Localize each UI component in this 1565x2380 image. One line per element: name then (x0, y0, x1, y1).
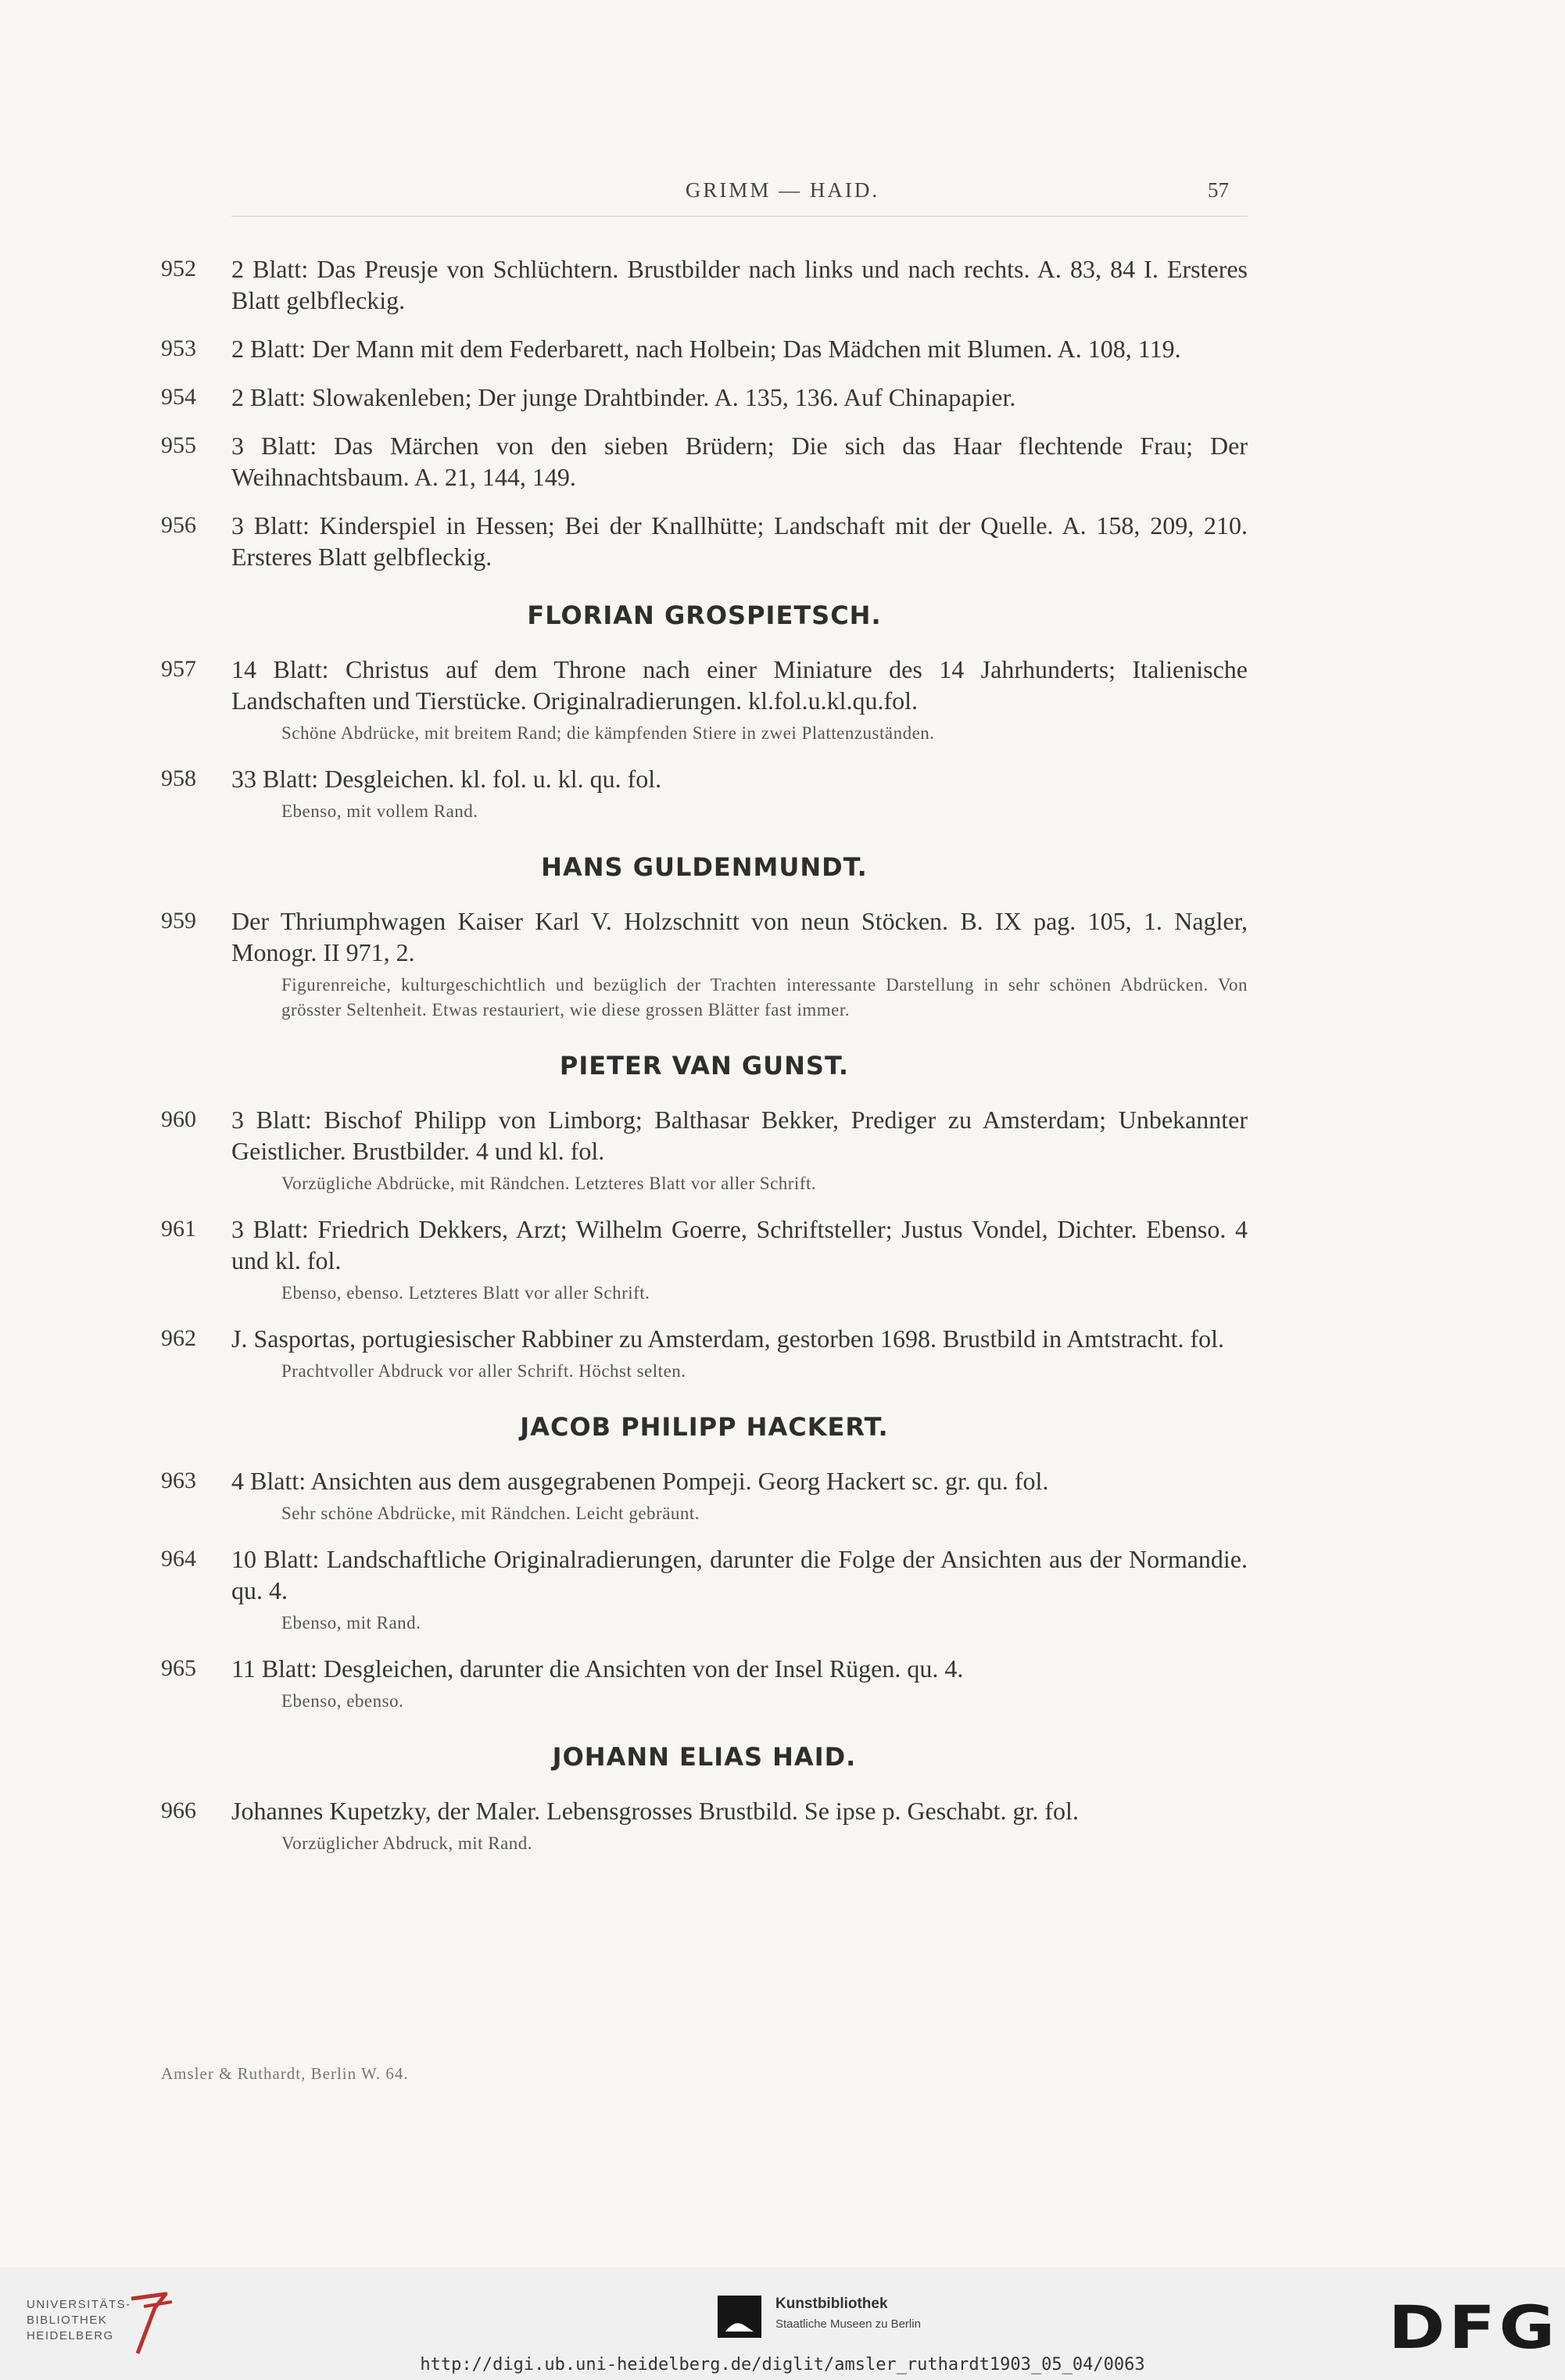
catalogue-entry-955 (161, 430, 1248, 493)
entry-condition-note: Ebenso, ebenso. (281, 1691, 404, 1711)
entry-condition-note: Ebenso, mit Rand. (281, 1613, 421, 1633)
entry-condition-note: Schöne Abdrücke, mit breitem Rand; die kämpfenden Stiere in zwei Plattenzuständen. (281, 723, 935, 743)
entry-condition-note: Vorzügliche Abdrücke, mit Rändchen. Letzteres Blatt vor aller Schrift. (281, 1174, 817, 1193)
entry-description: J. Sasportas, portugiesischer Rabbiner zu Amsterdam, gestorben 1698. Brustbild in Amtstracht. fol. (231, 1324, 1225, 1353)
catalogue-entry-966 (161, 1795, 1248, 1856)
lot-number: 964 (161, 1546, 196, 1572)
catalogue-entry-957 (161, 654, 1248, 746)
catalogue-entry-956 (161, 510, 1248, 572)
lot-number: 953 (161, 335, 196, 361)
catalogue-entry-961 (161, 1213, 1248, 1306)
entry-condition-note: Ebenso, ebenso. Letzteres Blatt vor aller Schrift. (281, 1283, 650, 1303)
library-name-line-2: BIBLIOTHEK (27, 2314, 108, 2327)
permalink-url (0, 2355, 1565, 2375)
heidelberg-library-logo[interactable] (27, 2297, 131, 2344)
lot-number: 965 (161, 1655, 196, 1681)
entry-description: 3 Blatt: Friedrich Dekkers, Arzt; Wilhelm Goerre, Schriftsteller; Justus Vondel, Dichter. Ebenso. 4 und kl. fol. (231, 1215, 1248, 1274)
entry-description: 11 Blatt: Desgleichen, darunter die Ansichten von der Insel Rügen. qu. 4. (231, 1654, 964, 1683)
entry-description: 10 Blatt: Landschaftliche Originalradierungen, darunter die Folge der Ansichten aus der Normandie. qu. 4. (231, 1545, 1248, 1604)
permalink-link[interactable]: http://digi.ub.uni-heidelberg.de/diglit/amsler_ruthardt1903_05_04/0063 (420, 2355, 1145, 2375)
entry-description: 3 Blatt: Bischof Philipp von Limborg; Balthasar Bekker, Prediger zu Amsterdam; Unbekannter Geistlicher. Brustbilder. 4 und kl. fol. (231, 1106, 1248, 1165)
page-header (0, 178, 1565, 210)
catalogue-entry-959 (161, 905, 1248, 1023)
library-name-line-1: UNIVERSITÄTS- (27, 2298, 131, 2311)
lot-number: 952 (161, 256, 196, 281)
entry-condition-note: Prachtvoller Abdruck vor aller Schrift. Höchst selten. (281, 1361, 686, 1381)
entry-description: 2 Blatt: Slowakenleben; Der junge Drahtbinder. A. 135, 136. Auf Chinapapier. (231, 383, 1016, 411)
catalogue-entry-964 (161, 1543, 1248, 1636)
entry-description: 33 Blatt: Desgleichen. kl. fol. u. kl. qu. fol. (231, 765, 662, 793)
section-heading-hackert: JACOB PHILIPP HACKERT. (520, 1412, 889, 1442)
catalogue-entry-952 (161, 253, 1248, 316)
section-heading-haid: JOHANN ELIAS HAID. (552, 1742, 857, 1772)
section-heading-guldenmundt: HANS GULDENMUNDT. (541, 852, 868, 882)
section-heading-grospietsch: FLORIAN GROSPIETSCH. (527, 600, 882, 630)
entry-description: 3 Blatt: Das Märchen von den sieben Brüdern; Die sich das Haar flechtende Frau; Der Weihnachtsbaum. A. 21, 144, 149. (231, 432, 1248, 491)
entry-condition-note: Sehr schöne Abdrücke, mit Rändchen. Leicht gebräunt. (281, 1504, 700, 1523)
library-name-line-3: HEIDELBERG (27, 2329, 114, 2342)
entry-description: 2 Blatt: Der Mann mit dem Federbarett, nach Holbein; Das Mädchen mit Blumen. A. 108, 119. (231, 335, 1181, 363)
entry-condition-note: Figurenreiche, kulturgeschichtlich und bezüglich der Trachten interessante Darstellung in sehr schönen Abdrücken. Von grösster Seltenheit. Etwas restauriert, wie diese grossen Blätter fast immer. (281, 975, 1248, 1020)
lot-number: 954 (161, 384, 196, 410)
catalogue-entry-958 (161, 763, 1248, 824)
section-heading-gunst: PIETER VAN GUNST. (559, 1051, 850, 1081)
catalogue-entry-953 (161, 333, 1248, 364)
lot-number: 958 (161, 765, 196, 791)
page-number: 57 (1208, 178, 1229, 202)
kunstbibliothek-emblem-icon (718, 2296, 761, 2338)
entry-description: 2 Blatt: Das Preusje von Schlüchtern. Brustbilder nach links und nach rechts. A. 83, 84 I. Ersteres Blatt gelbfleckig. (231, 255, 1248, 314)
header-rule (231, 216, 1248, 217)
lot-number: 966 (161, 1798, 196, 1823)
catalogue-entry-965 (161, 1653, 1248, 1714)
catalogue-entry-962 (161, 1323, 1248, 1384)
entry-description: 4 Blatt: Ansichten aus dem ausgegrabenen Pompeji. Georg Hackert sc. gr. qu. fol. (231, 1467, 1049, 1495)
lot-number: 956 (161, 512, 196, 538)
entry-description: 14 Blatt: Christus auf dem Throne nach einer Miniature des 14 Jahrhunderts; Italienische Landschaften und Tierstücke. Originalradierungen. kl.fol.u.kl.qu.fol. (231, 655, 1248, 715)
catalogue-entry-954 (161, 382, 1248, 413)
lot-number: 960 (161, 1106, 196, 1132)
entry-description: 3 Blatt: Kinderspiel in Hessen; Bei der Knallhütte; Landschaft mit der Quelle. A. 158, 209, 210. Ersteres Blatt gelbfleckig. (231, 511, 1248, 571)
running-title: GRIMM — HAID. (685, 178, 880, 202)
heidelberg-library-emblem-icon (127, 2291, 181, 2357)
kunstbibliothek-subtitle: Staatliche Museen zu Berlin (775, 2317, 921, 2331)
catalogue-entry-960 (161, 1104, 1248, 1196)
entry-description: Johannes Kupetzky, der Maler. Lebensgrosses Brustbild. Se ipse p. Geschabt. gr. fol. (231, 1797, 1079, 1825)
lot-number: 955 (161, 432, 196, 458)
lot-number: 959 (161, 908, 196, 934)
lot-number: 961 (161, 1216, 196, 1242)
entry-condition-note: Vorzüglicher Abdruck, mit Rand. (281, 1833, 533, 1853)
kunstbibliothek-name: Kunstbibliothek (775, 2296, 888, 2312)
catalogue-entry-963 (161, 1465, 1248, 1526)
printer-imprint: Amsler & Ruthardt, Berlin W. 64. (161, 2064, 409, 2083)
digitization-footer (0, 2267, 1565, 2380)
dfg-logo[interactable]: DFG (1388, 2292, 1559, 2362)
entry-description: Der Thriumphwagen Kaiser Karl V. Holzschnitt von neun Stöcken. B. IX pag. 105, 1. Nagler, Monogr. II 971, 2. (231, 907, 1248, 966)
lot-number: 963 (161, 1468, 196, 1493)
catalogue-content (161, 253, 1248, 1873)
lot-number: 957 (161, 656, 196, 682)
lot-number: 962 (161, 1325, 196, 1351)
entry-condition-note: Ebenso, mit vollem Rand. (281, 801, 478, 821)
